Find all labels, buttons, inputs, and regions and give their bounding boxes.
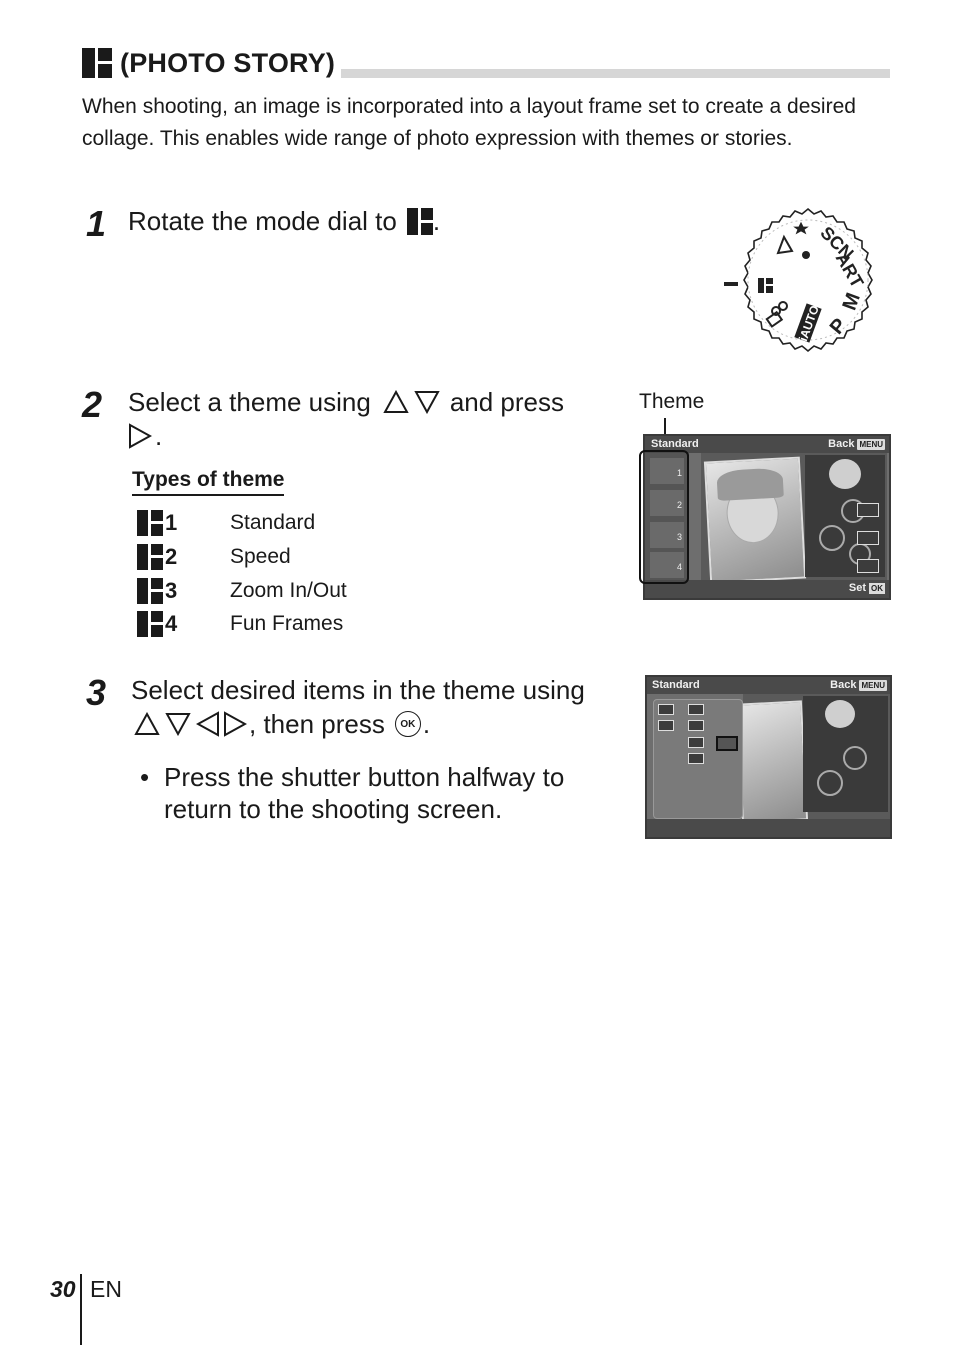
item-option[interactable] <box>688 704 704 715</box>
item-option[interactable] <box>688 737 704 748</box>
step-2-instruction: Select a theme using <box>128 387 371 417</box>
theme-type-row <box>137 608 343 640</box>
step-3-instruction: Select desired items in the theme using <box>131 675 585 705</box>
theme-label: Fun Frames <box>230 612 344 635</box>
frame-option-2[interactable] <box>857 531 879 545</box>
item-option[interactable] <box>688 753 704 764</box>
step-2-number: 2 <box>82 384 103 425</box>
collage-photo-bubbles <box>803 696 888 812</box>
back-label: Back <box>828 438 855 450</box>
collage-photo-main <box>704 457 806 584</box>
theme-type-row <box>137 575 347 607</box>
page-number: 30 <box>50 1276 76 1302</box>
back-label: Back <box>830 679 857 691</box>
screen-top-bar <box>647 677 890 694</box>
menu-button-tag: MENU <box>859 440 883 449</box>
item-option-selected[interactable] <box>716 736 738 751</box>
back-hint <box>828 438 885 450</box>
bullet-dot: • <box>140 762 150 792</box>
frame-option-3[interactable] <box>857 559 879 573</box>
photo-story-icon <box>137 510 163 536</box>
types-heading: Types of theme <box>132 468 284 496</box>
step-2-text <box>128 386 598 452</box>
step-3-number: 3 <box>86 672 107 713</box>
dial-label-art: ART <box>831 249 868 292</box>
section-header <box>82 46 341 80</box>
triangle-down-icon <box>165 712 191 736</box>
theme-tab-number: 1 <box>676 468 682 478</box>
theme-number: 1 <box>165 510 178 535</box>
theme-number: 4 <box>165 611 178 636</box>
photo-story-icon <box>407 208 433 235</box>
item-option[interactable] <box>658 704 674 715</box>
ok-icon-label: OK <box>400 719 416 730</box>
theme-number: 3 <box>165 578 178 603</box>
camera-screen-item-select <box>645 675 892 839</box>
ok-button-icon <box>395 711 421 737</box>
dial-label-p: P <box>825 314 852 339</box>
theme-selection-highlight <box>639 450 689 584</box>
triangle-up-icon <box>383 390 409 414</box>
page-language: EN <box>90 1276 122 1302</box>
theme-tab-number: 2 <box>676 500 682 510</box>
ok-button-tag: OK <box>871 584 883 593</box>
screen-title: Standard <box>652 679 700 691</box>
intro-paragraph: When shooting, an image is incorporated into a layout frame set to create a desired collage. This enables wide range of photo expression with themes or stories. <box>82 95 856 150</box>
mode-dial-illustration <box>720 205 890 365</box>
collage-preview <box>701 453 887 580</box>
step-1-number: 1 <box>86 203 107 244</box>
footer-divider <box>80 1274 82 1345</box>
step-1-instruction: Rotate the mode dial to <box>128 206 397 236</box>
triangle-right-icon <box>223 711 247 737</box>
dial-label-m: M <box>838 290 865 314</box>
screen-title: Standard <box>651 438 699 450</box>
section-title: (PHOTO STORY) <box>120 47 336 78</box>
set-label: Set <box>848 582 866 594</box>
theme-type-row <box>137 507 315 539</box>
theme-tab-number: 3 <box>676 532 682 542</box>
dial-label-iauto: iAUTO <box>796 303 822 344</box>
bullet-text: Press the shutter button halfway to return to the shooting screen. <box>164 762 565 824</box>
photo-story-icon <box>137 611 163 637</box>
menu-button-tag: MENU <box>861 681 885 690</box>
step-3-text <box>131 674 621 740</box>
set-hint <box>849 582 885 594</box>
dial-index-mark <box>724 282 738 286</box>
item-tree-panel <box>653 699 743 819</box>
step-2-and-press: and press <box>449 387 564 417</box>
back-hint <box>830 679 887 691</box>
triangle-right-icon <box>128 423 152 449</box>
theme-tab-number: 4 <box>676 562 682 572</box>
photo-story-icon <box>137 544 163 570</box>
step-3-then-press: , then press <box>249 709 385 739</box>
dial-label-scn: SCN <box>816 222 858 264</box>
theme-label: Zoom In/Out <box>230 579 347 602</box>
frame-option-1[interactable] <box>857 503 879 517</box>
collage-photo-main <box>736 700 808 823</box>
triangle-down-icon <box>414 390 440 414</box>
step-1-text <box>128 205 440 237</box>
item-option[interactable] <box>688 720 704 731</box>
step-3-period: . <box>422 709 431 739</box>
triangle-up-icon <box>134 712 160 736</box>
theme-callout-label: Theme <box>639 390 705 413</box>
theme-label: Standard <box>230 511 316 534</box>
theme-label: Speed <box>230 545 291 568</box>
triangle-left-icon <box>196 711 220 737</box>
photo-story-icon <box>137 578 163 604</box>
theme-number: 2 <box>165 544 178 569</box>
screen-bottom-bar <box>647 819 890 837</box>
theme-type-row <box>137 541 291 573</box>
collage-preview <box>743 694 890 819</box>
step-2-period: . <box>155 421 163 451</box>
item-option[interactable] <box>658 720 674 731</box>
step-1-period: . <box>432 206 441 236</box>
photo-story-icon <box>82 48 112 78</box>
